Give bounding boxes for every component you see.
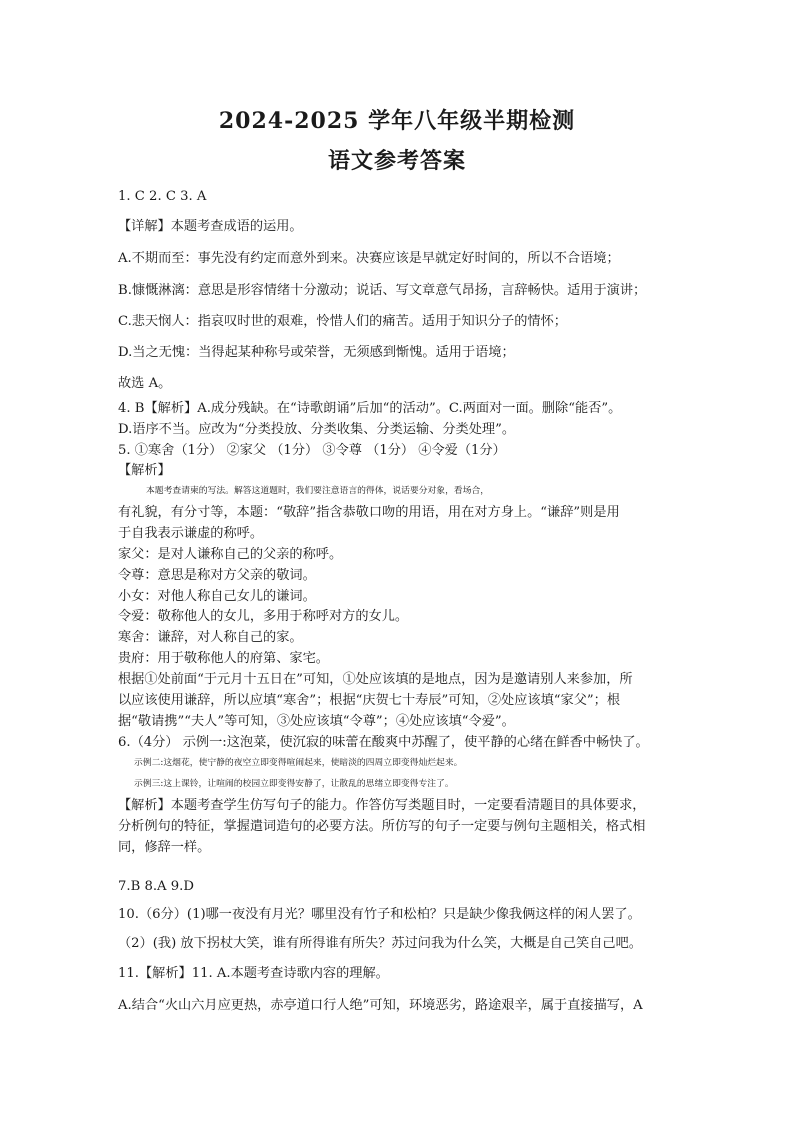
- answer-line: C.悲天悯人：指哀叹时世的艰难，怜惜人们的痛苦。适用于知识分子的情怀；: [118, 314, 567, 329]
- answer-line: 寒舍：谦辞，对人称自己的家。: [118, 630, 303, 645]
- answer-line: 家父：是对人谦称自己的父亲的称呼。: [118, 547, 343, 562]
- answer-line: 1. C 2. C 3. A: [118, 189, 207, 204]
- answer-line: 4. B【解析】A.成分残缺。在“诗歌朗诵”后加“的活动”。C.两面对一面。删除“能否”。: [118, 401, 622, 416]
- answer-line: 据“敬请携”“夫人”等可知，③处应该填“令尊”；④处应该填“令爱”。: [118, 714, 515, 729]
- answer-line: 小女：对他人称自己女儿的谦词。: [118, 589, 316, 604]
- document-subtitle: 语文参考答案: [327, 148, 466, 174]
- answer-line: 5. ①寒舍（1分） ②家父 （1分） ③令尊 （1分） ④令爱（1分）: [118, 443, 506, 458]
- answer-line: B.慷慨淋漓：意思是形容情绪十分激动；说话、写文章意气昂扬，言辞畅快。适用于演讲；: [118, 283, 647, 298]
- answer-line: 6.（4分） 示例一:这泡菜，使沉寂的味蕾在酸爽中苏醒了，使平静的心绪在鲜香中畅快了。: [118, 735, 649, 750]
- answer-line: A.不期而至：事先没有约定而意外到来。决赛应该是早就定好时间的，所以不合语境；: [118, 251, 620, 266]
- answer-line: D.语序不当。应改为“分类投放、分类收集、分类运输、分类处理”。: [118, 422, 516, 437]
- answer-line: （2）(我) 放下拐杖大笑，谁有所得谁有所失？苏过问我为什么笑，大概是自己笑自己吧。: [118, 936, 642, 951]
- answer-line: 【详解】本题考查成语的运用。: [118, 219, 303, 234]
- answer-line: A.结合“火山六月应更热，赤亭道口行人绝”可知，环境恶劣，路途艰辛，属于直接描写，A: [118, 998, 643, 1013]
- answer-line: 示例三:这上课铃，让喧闹的校园立即变得安静了，让散乱的思绪立即变得专注了。: [134, 779, 454, 789]
- answer-line: 同，修辞一样。: [118, 840, 211, 855]
- document-title: 2024-2025 学年八年级半期检测: [218, 108, 576, 134]
- answer-line: 11.【解析】11. A.本题考查诗歌内容的理解。: [118, 966, 389, 981]
- answer-line: 【解析】: [118, 463, 171, 478]
- answer-line: D.当之无愧：当得起某种称号或荣誉，无须感到惭愧。适用于语境；: [118, 345, 515, 360]
- answer-line: 有礼貌，有分寸等，本题：“敬辞”指含恭敬口吻的用语，用在对方身上。“谦辞”则是用: [118, 505, 620, 520]
- answer-line: 7.B 8.A 9.D: [118, 879, 194, 894]
- answer-line: 令尊：意思是称对方父亲的敬词。: [118, 568, 316, 583]
- answer-line: 示例二:这烟花，使宁静的夜空立即变得喧闹起来，使暗淡的四周立即变得灿烂起来。: [134, 758, 463, 768]
- answer-line: 本题考查请柬的写法。解答这道题时，我们要注意语言的得体，说话要分对象，看场合，: [146, 486, 490, 496]
- answer-line: 分析例句的特征，掌握遣词造句的必要方法。所仿写的句子一定要与例句主题相关，格式相: [118, 819, 646, 834]
- answer-line: 故选 A。: [118, 376, 172, 391]
- answer-line: 以应该使用谦辞，所以应填“寒舍”；根据“庆贺七十寿辰”可知，②处应该填“家父”；根: [118, 693, 621, 708]
- answer-line: 令爱：敬称他人的女儿，多用于称呼对方的女儿。: [118, 609, 409, 624]
- answer-line: 根据①处前面“于元月十五日在”可知，①处应该填的是地点，因为是邀请别人来参加，所: [118, 672, 633, 687]
- answer-line: 【解析】本题考查学生仿写句子的能力。作答仿写类题目时，一定要看清题目的具体要求，: [118, 798, 646, 813]
- answer-line: 贵府：用于敬称他人的府第、家宅。: [118, 651, 329, 666]
- answer-line: 10.（6分）(1)哪一夜没有月光？哪里没有竹子和松柏？只是缺少像我俩这样的闲人罢了。: [118, 907, 641, 922]
- answer-line: 于自我表示谦虚的称呼。: [118, 526, 264, 541]
